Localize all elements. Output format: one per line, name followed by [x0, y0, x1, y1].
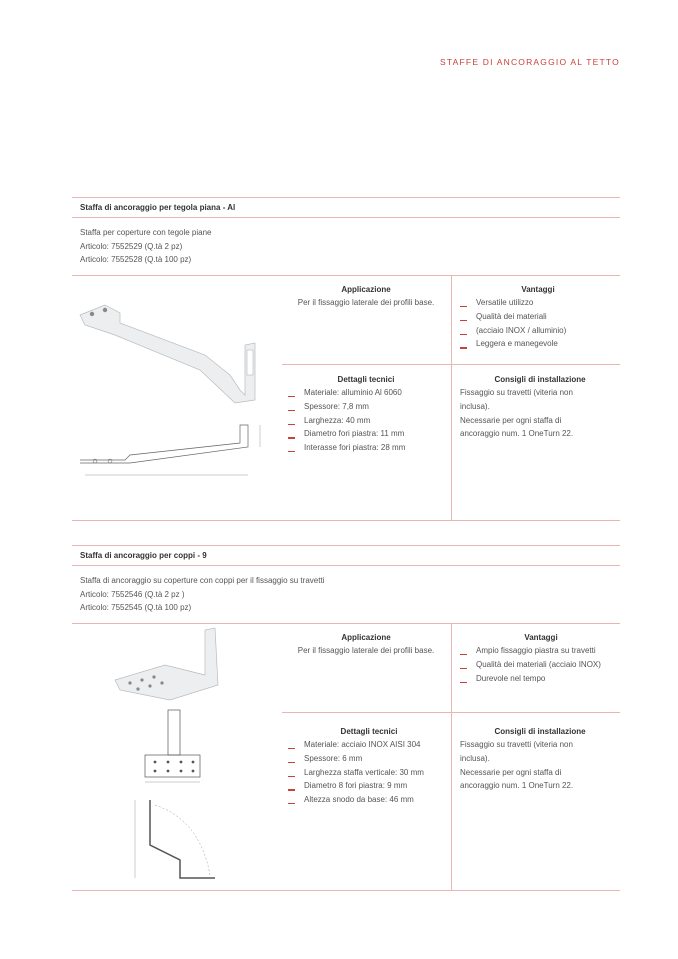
section-title: Staffa di ancoraggio per coppi - 9 [80, 551, 207, 560]
box-heading: Consigli di installazione [494, 375, 586, 384]
box-text: inclusa). [460, 401, 490, 411]
list-item: Leggera e manegevole [456, 337, 620, 351]
divider [72, 545, 620, 546]
dettagli-box [284, 725, 454, 807]
list-item: (acciaio INOX / alluminio) [456, 324, 620, 338]
box-text: Fissaggio su travetti (viteria non [460, 740, 573, 749]
divider [72, 623, 620, 624]
box-text: Per il fissaggio laterale dei profili base. [297, 298, 435, 307]
box-text: Fissaggio su travetti (viteria non [460, 388, 573, 397]
article-code: Articolo: 7552545 (Q.tà 100 pz) [80, 603, 192, 612]
section-title: Staffa di ancoraggio per tegola piana - Al [80, 203, 236, 212]
box-heading: Vantaggi [524, 633, 558, 642]
list-item: Interasse fori piastra: 28 mm [284, 441, 448, 455]
list-item: Larghezza staffa verticale: 30 mm [284, 766, 454, 780]
list-item: Qualità dei materiali [456, 310, 620, 324]
coppi-bracket-product-image [110, 625, 230, 705]
divider [282, 364, 620, 365]
list-item: Materiale: alluminio Al 6060 [284, 386, 448, 400]
vantaggi-box [456, 283, 620, 351]
box-text: Necessarie per ogni staffa di [460, 415, 562, 425]
list-item: Versatile utilizzo [456, 296, 620, 310]
section-description [80, 574, 324, 615]
divider [451, 275, 452, 520]
desc-line: Staffa per coperture con tegole piane [80, 228, 212, 237]
list-item: Materiale: acciaio INOX AISI 304 [284, 738, 454, 752]
box-heading: Vantaggi [521, 285, 555, 294]
divider [72, 520, 620, 521]
applicazione-box [284, 283, 448, 310]
box-text: Per il fissaggio laterale dei profili base. [297, 646, 435, 655]
list-item: Spessore: 7,8 mm [284, 400, 448, 414]
bracket-technical-drawing [70, 415, 275, 485]
coppi-side-drawing [125, 790, 235, 890]
article-code: Articolo: 7552528 (Q.tà 100 pz) [80, 255, 192, 264]
divider [72, 197, 620, 198]
section-description [80, 226, 212, 267]
applicazione-box [284, 631, 448, 658]
box-heading: Consigli di installazione [494, 727, 586, 736]
page-header: STAFFE DI ANCORAGGIO AL TETTO [440, 57, 620, 67]
box-text: inclusa). [460, 753, 490, 763]
list-item: Diametro 8 fori piastra: 9 mm [284, 779, 454, 793]
box-heading: Applicazione [341, 285, 391, 294]
article-code: Articolo: 7552529 (Q.tà 2 pz) [80, 241, 183, 251]
consigli-box [460, 373, 620, 441]
list-item: Ampio fissaggio piastra su travetti [456, 644, 626, 658]
box-heading: Dettagli tecnici [337, 375, 395, 384]
box-heading: Applicazione [341, 633, 391, 642]
divider [72, 217, 620, 218]
box-heading: Dettagli tecnici [340, 727, 398, 736]
divider [72, 890, 620, 891]
box-text: ancoraggio num. 1 OneTurn 22. [460, 781, 574, 791]
article-code: Articolo: 7552546 (Q.tà 2 pz ) [80, 589, 185, 599]
coppi-front-drawing [125, 705, 215, 785]
desc-line: Staffa di ancoraggio su coperture con coppi per il fissaggio su travetti [80, 576, 325, 585]
list-item: Spessore: 6 mm [284, 752, 454, 766]
vantaggi-box [456, 631, 626, 685]
box-text: Necessarie per ogni staffa di [460, 767, 562, 777]
consigli-box [460, 725, 620, 793]
list-item: Durevole nel tempo [456, 672, 626, 686]
divider [72, 275, 620, 276]
box-text: ancoraggio num. 1 OneTurn 22. [460, 429, 574, 439]
dettagli-box [284, 373, 448, 455]
list-item: Larghezza: 40 mm [284, 414, 448, 428]
divider [282, 712, 620, 713]
list-item: Diametro fori piastra: 11 mm [284, 427, 448, 441]
list-item: Altezza snodo da base: 46 mm [284, 793, 454, 807]
list-item: Qualità dei materiali (acciaio INOX) [456, 658, 626, 672]
divider [72, 565, 620, 566]
